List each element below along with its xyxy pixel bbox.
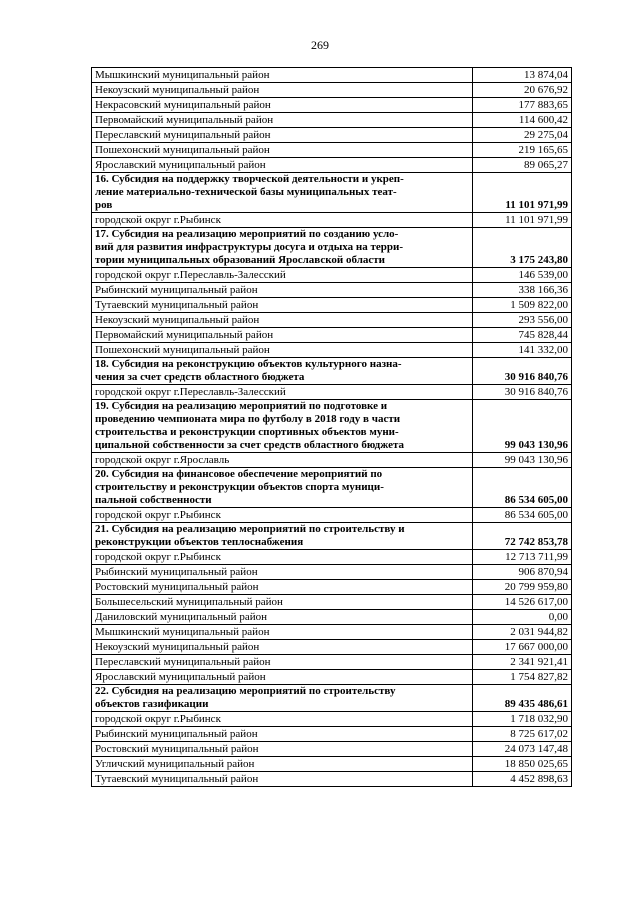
recipient-name: Первомайский муниципальный район <box>92 328 473 343</box>
amount-value: 8 725 617,02 <box>473 727 572 742</box>
subsidy-total: 3 175 243,80 <box>473 228 572 268</box>
subsidy-total: 86 534 605,00 <box>473 468 572 508</box>
recipient-name: Ярославский муниципальный район <box>92 670 473 685</box>
recipient-name: Большесельский муниципальный район <box>92 595 473 610</box>
amount-value: 12 713 711,99 <box>473 550 572 565</box>
amount-value: 0,00 <box>473 610 572 625</box>
table-row <box>92 670 572 685</box>
table-row <box>92 158 572 173</box>
table-row <box>92 385 572 400</box>
recipient-name: Ростовский муниципальный район <box>92 580 473 595</box>
subsidy-title-line: ров <box>95 199 113 211</box>
amount-value: 29 275,04 <box>473 128 572 143</box>
recipient-name: Мышкинский муниципальный район <box>92 625 473 640</box>
recipient-name: городской округ г.Переславль-Залесский <box>92 268 473 283</box>
amount-value: 1 718 032,90 <box>473 712 572 727</box>
recipient-name: Пошехонский муниципальный район <box>92 343 473 358</box>
subsidy-title-line: объектов газификации <box>95 698 209 710</box>
subsidy-section-row <box>92 400 572 453</box>
subsidy-title-line: вий для развития инфраструктуры досуга и отдыха на терри- <box>95 241 404 253</box>
recipient-name: городской округ г.Рыбинск <box>92 508 473 523</box>
table-row <box>92 580 572 595</box>
amount-value: 20 676,92 <box>473 83 572 98</box>
amount-value: 2 031 944,82 <box>473 625 572 640</box>
subsidy-total: 89 435 486,61 <box>473 685 572 712</box>
recipient-name: Тутаевский муниципальный район <box>92 772 473 787</box>
subsidy-section-row <box>92 228 572 268</box>
subsidy-title <box>92 400 473 453</box>
subsidy-title-line: реконструкции объектов теплоснабжения <box>95 536 304 548</box>
recipient-name: Мышкинский муниципальный район <box>92 68 473 83</box>
subsidy-title <box>92 228 473 268</box>
recipient-name: Некоузский муниципальный район <box>92 83 473 98</box>
recipient-name: Переславский муниципальный район <box>92 655 473 670</box>
recipient-name: Некоузский муниципальный район <box>92 640 473 655</box>
recipient-name: Тутаевский муниципальный район <box>92 298 473 313</box>
subsidy-title-line: 17. Субсидия на реализацию мероприятий по созданию усло- <box>95 228 399 240</box>
amount-value: 338 166,36 <box>473 283 572 298</box>
amount-value: 17 667 000,00 <box>473 640 572 655</box>
table-row <box>92 640 572 655</box>
subsidy-section-row <box>92 173 572 213</box>
table-row <box>92 83 572 98</box>
subsidy-title-line: 20. Субсидия на финансовое обеспечение мероприятий по <box>95 468 383 480</box>
table-row <box>92 772 572 787</box>
subsidy-title-line: тории муниципальных образований Ярославской области <box>95 254 386 266</box>
subsidy-title-line: 16. Субсидия на поддержку творческой деятельности и укреп- <box>95 173 404 185</box>
recipient-name: городской округ г.Переславль-Залесский <box>92 385 473 400</box>
amount-value: 30 916 840,76 <box>473 385 572 400</box>
recipient-name: Рыбинский муниципальный район <box>92 727 473 742</box>
subsidy-title-line: чения за счет средств областного бюджета <box>95 371 305 383</box>
subsidy-title <box>92 523 473 550</box>
table-row <box>92 655 572 670</box>
recipient-name: Ростовский муниципальный район <box>92 742 473 757</box>
amount-value: 89 065,27 <box>473 158 572 173</box>
amount-value: 20 799 959,80 <box>473 580 572 595</box>
budget-table-body <box>92 68 572 787</box>
table-row <box>92 298 572 313</box>
recipient-name: городской округ г.Рыбинск <box>92 712 473 727</box>
amount-value: 11 101 971,99 <box>473 213 572 228</box>
table-row <box>92 610 572 625</box>
amount-value: 86 534 605,00 <box>473 508 572 523</box>
recipient-name: городской округ г.Рыбинск <box>92 550 473 565</box>
recipient-name: Некрасовский муниципальный район <box>92 98 473 113</box>
table-row <box>92 113 572 128</box>
subsidy-total: 11 101 971,99 <box>473 173 572 213</box>
subsidy-title-line: пальной собственности <box>95 494 212 506</box>
table-row <box>92 313 572 328</box>
recipient-name: Ярославский муниципальный район <box>92 158 473 173</box>
amount-value: 18 850 025,65 <box>473 757 572 772</box>
table-row <box>92 128 572 143</box>
subsidy-title-line: ление материально-технической базы муниципальных теат- <box>95 186 397 198</box>
subsidy-title <box>92 173 473 213</box>
subsidy-section-row <box>92 523 572 550</box>
table-row <box>92 742 572 757</box>
subsidy-title-line: 22. Субсидия на реализацию мероприятий по строительству <box>95 685 396 697</box>
table-row <box>92 727 572 742</box>
subsidy-total: 72 742 853,78 <box>473 523 572 550</box>
subsidy-title-line: 18. Субсидия на реконструкцию объектов культурного назна- <box>95 358 402 370</box>
table-row <box>92 757 572 772</box>
amount-value: 219 165,65 <box>473 143 572 158</box>
table-row <box>92 712 572 727</box>
subsidy-section-row <box>92 358 572 385</box>
table-row <box>92 343 572 358</box>
table-row <box>92 68 572 83</box>
recipient-name: Переславский муниципальный район <box>92 128 473 143</box>
subsidy-title <box>92 685 473 712</box>
amount-value: 13 874,04 <box>473 68 572 83</box>
table-row <box>92 453 572 468</box>
subsidy-total: 99 043 130,96 <box>473 400 572 453</box>
recipient-name: Пошехонский муниципальный район <box>92 143 473 158</box>
table-row <box>92 213 572 228</box>
amount-value: 2 341 921,41 <box>473 655 572 670</box>
table-row <box>92 143 572 158</box>
recipient-name: городской округ г.Ярославль <box>92 453 473 468</box>
subsidy-section-row <box>92 468 572 508</box>
subsidy-title-line: 19. Субсидия на реализацию мероприятий по подготовке и <box>95 400 388 412</box>
subsidy-title-line: проведению чемпионата мира по футболу в 2018 году в части <box>95 413 401 425</box>
page-number: 269 <box>311 38 329 52</box>
amount-value: 1 754 827,82 <box>473 670 572 685</box>
amount-value: 1 509 822,00 <box>473 298 572 313</box>
budget-table <box>91 67 572 787</box>
table-row <box>92 268 572 283</box>
amount-value: 293 556,00 <box>473 313 572 328</box>
recipient-name: Рыбинский муниципальный район <box>92 283 473 298</box>
amount-value: 4 452 898,63 <box>473 772 572 787</box>
table-row <box>92 565 572 580</box>
recipient-name: Даниловский муниципальный район <box>92 610 473 625</box>
amount-value: 141 332,00 <box>473 343 572 358</box>
table-row <box>92 595 572 610</box>
subsidy-title <box>92 358 473 385</box>
table-row <box>92 283 572 298</box>
table-row <box>92 625 572 640</box>
recipient-name: Первомайский муниципальный район <box>92 113 473 128</box>
subsidy-title-line: ципальной собственности за счет средств областного бюджета <box>95 439 404 451</box>
amount-value: 906 870,94 <box>473 565 572 580</box>
table-row <box>92 98 572 113</box>
table-row <box>92 328 572 343</box>
subsidy-title-line: строительству и реконструкции объектов спорта муници- <box>95 481 384 493</box>
amount-value: 99 043 130,96 <box>473 453 572 468</box>
amount-value: 24 073 147,48 <box>473 742 572 757</box>
amount-value: 177 883,65 <box>473 98 572 113</box>
recipient-name: Угличский муниципальный район <box>92 757 473 772</box>
recipient-name: городской округ г.Рыбинск <box>92 213 473 228</box>
subsidy-section-row <box>92 685 572 712</box>
amount-value: 146 539,00 <box>473 268 572 283</box>
recipient-name: Рыбинский муниципальный район <box>92 565 473 580</box>
amount-value: 745 828,44 <box>473 328 572 343</box>
subsidy-title-line: 21. Субсидия на реализацию мероприятий по строительству и <box>95 523 405 535</box>
table-row <box>92 508 572 523</box>
subsidy-total: 30 916 840,76 <box>473 358 572 385</box>
amount-value: 114 600,42 <box>473 113 572 128</box>
subsidy-title-line: строительства и реконструкции спортивных объектов муни- <box>95 426 399 438</box>
table-row <box>92 550 572 565</box>
recipient-name: Некоузский муниципальный район <box>92 313 473 328</box>
amount-value: 14 526 617,00 <box>473 595 572 610</box>
subsidy-title <box>92 468 473 508</box>
